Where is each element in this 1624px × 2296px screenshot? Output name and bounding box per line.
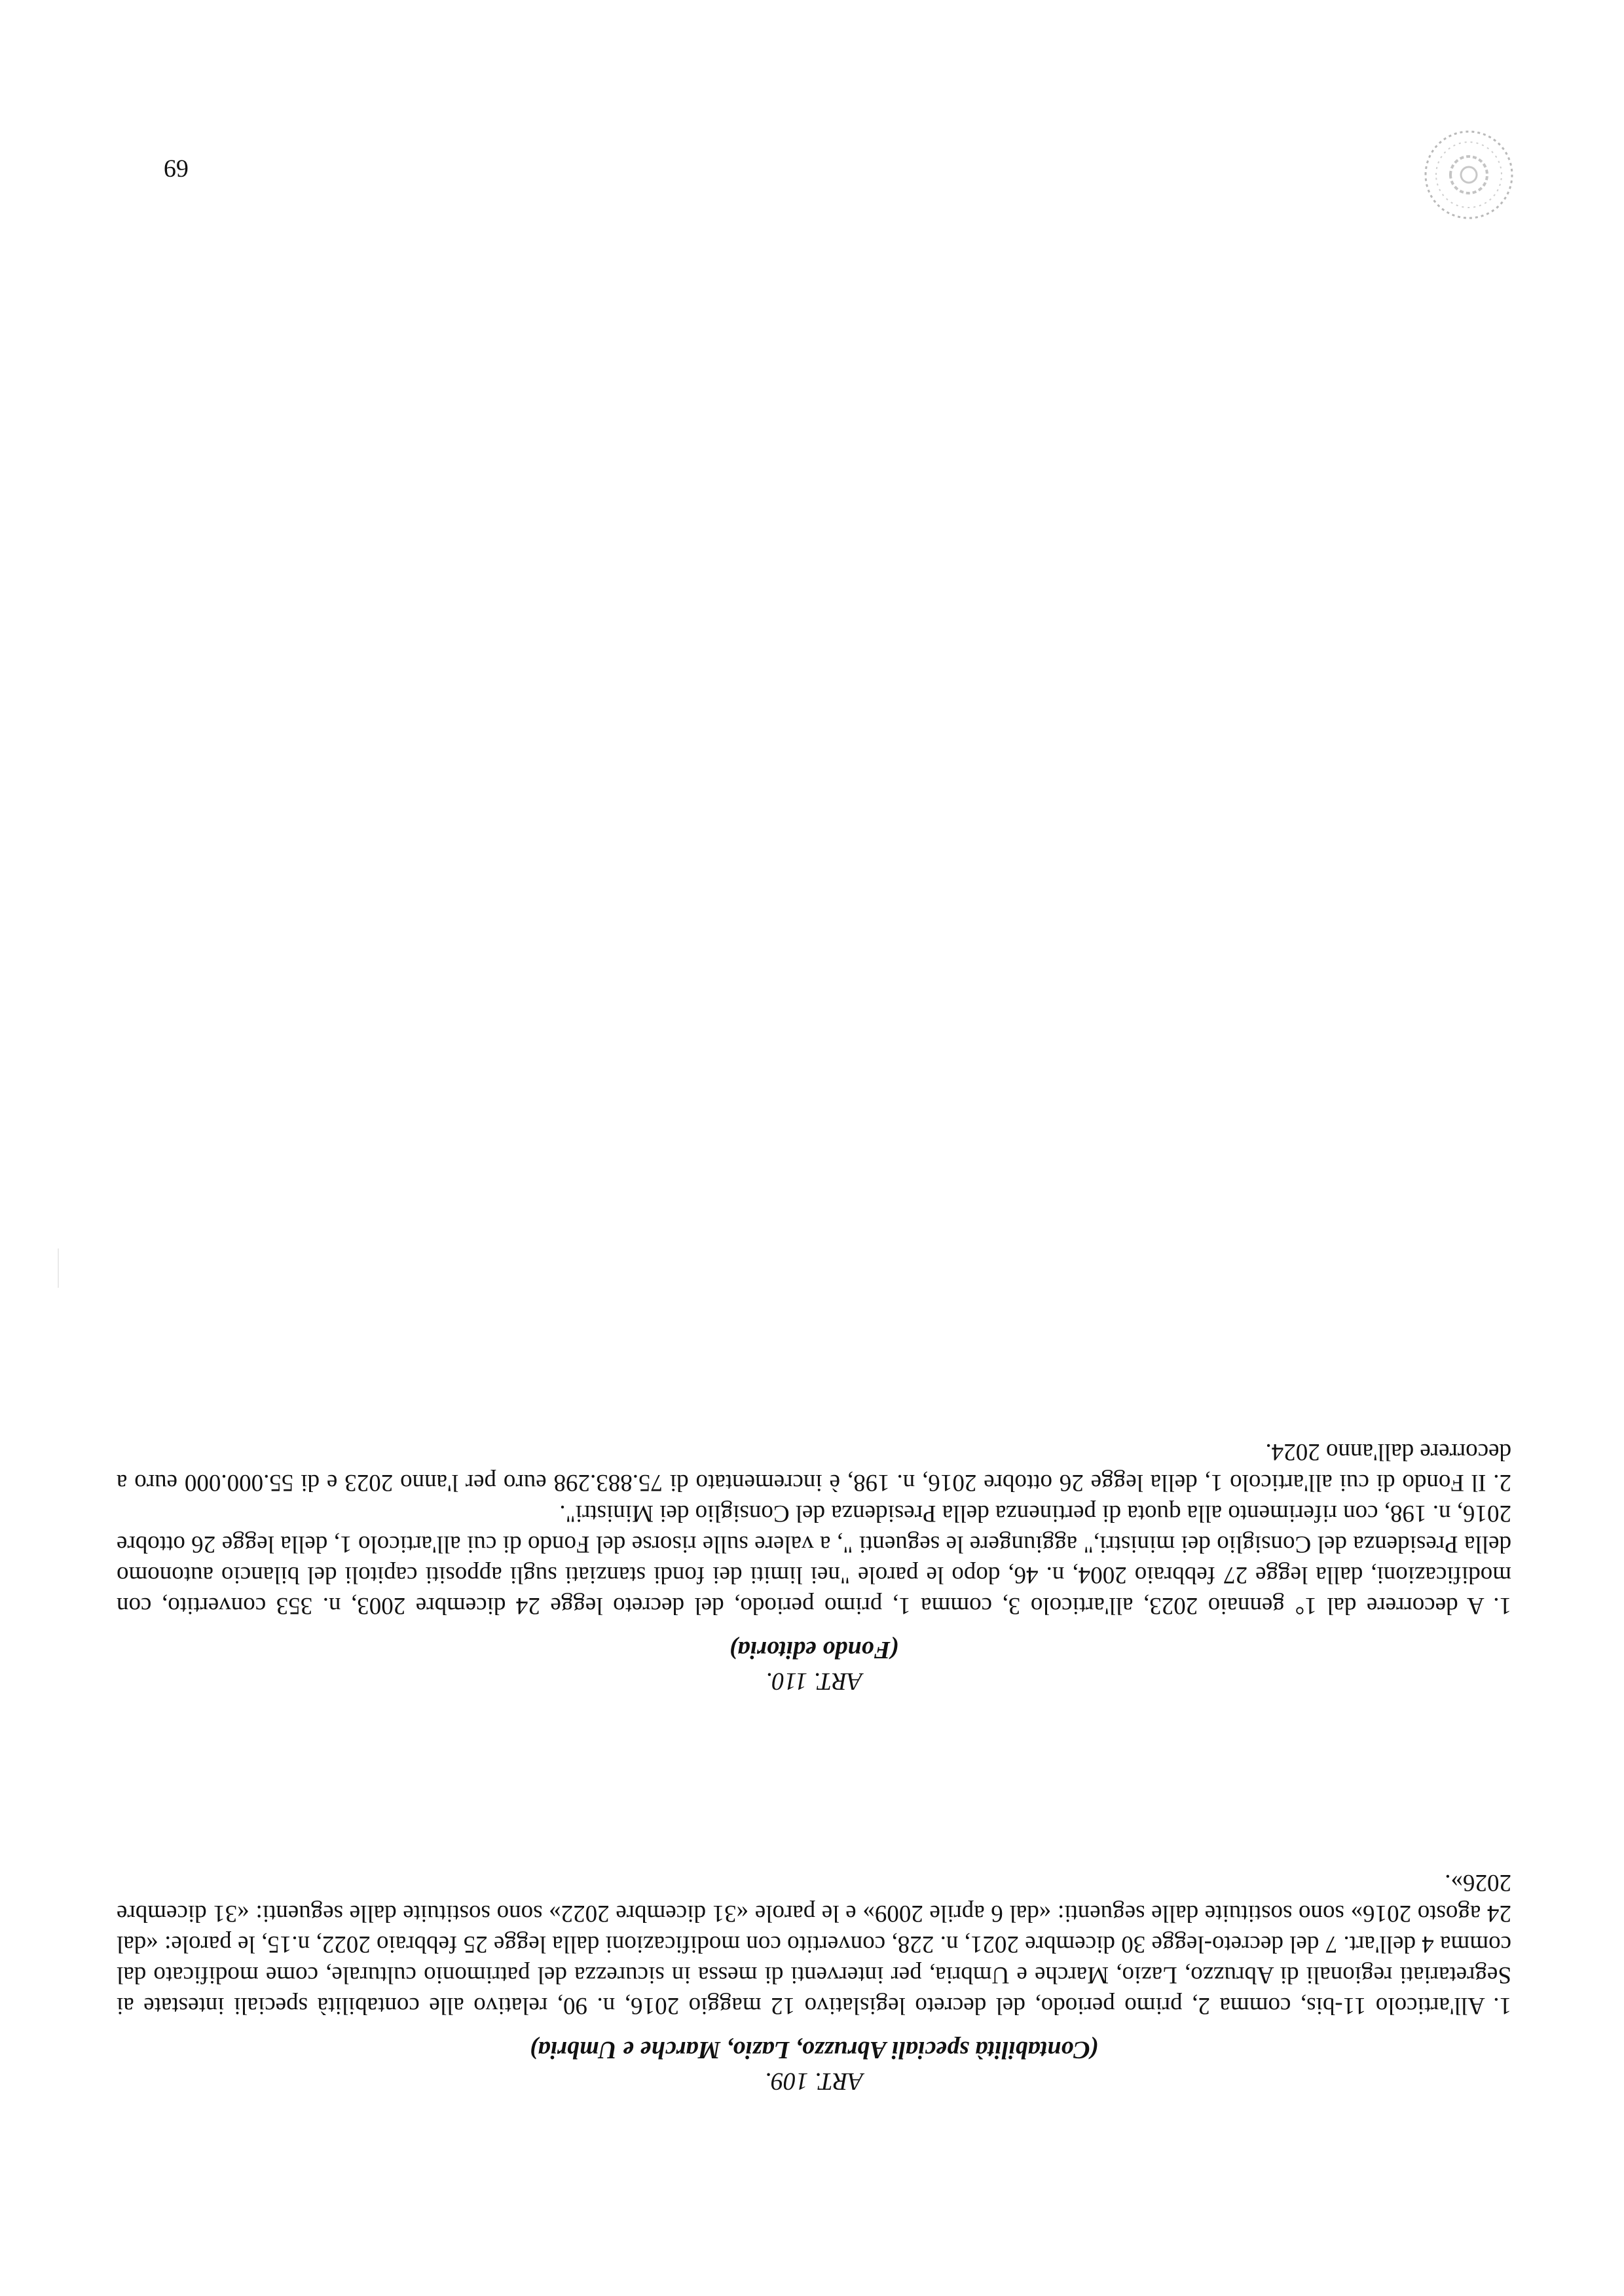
article-110 [117, 1436, 1511, 1697]
page-number: 69 [164, 155, 189, 182]
article-title: ART. 110. [766, 1667, 862, 1695]
article-paragraph: 2. Il Fondo di cui all'articolo 1, della legge 26 ottobre 2016, n. 198, è incrementato di 75.883.298 euro per l'anno 2023 e di 55.000.000 euro a decorrere dall'anno 2024. [117, 1438, 1511, 1496]
article-title: ART. 109. [764, 2068, 864, 2095]
article-paragraph: 1. All'articolo 11-bis, comma 2, primo periodo, del decreto legislativo 12 maggio 2016, n. 90, relativo alle contabilità speciali intestate ai Segretariati regionali di Abruzzo, Lazio, Marche e Umbria, per interventi di messa in sicurezza del patrimonio culturale, come modificato dal comma 4 dell'art. 7 del decreto-legge 30 dicembre 2021, n. 228, convertito con modificazioni dalla legge 25 febbraio 2022, n.15, le parole: «dal 24 agosto 2016» sono sostituite dalle seguenti: «dal 6 aprile 2009» e le parole «31 dicembre 2022» sono sostituite dalle seguenti: «31 dicembre 2026». [117, 1869, 1511, 2019]
article-subtitle: (Fondo editoria) [729, 1636, 899, 1664]
article-subtitle: (Contabilità speciali Abruzzo, Lazio, Marche e Umbria) [529, 2036, 1099, 2064]
article-paragraph: 1. A decorrere dal 1° gennaio 2023, all'articolo 3, comma 1, primo periodo, del decreto legge 24 dicembre 2003, n. 353 convertito, con modificazioni, dalla legge 27 febbraio 2004, n. 46, dopo le parole "nei limiti dei fondi stanziati sugli appositi capitoli del bilancio autonomo della Presidenza del Consiglio dei ministri," aggiungere le seguenti ", a valere sulle risorse del Fondo di cui all'articolo 1, della legge 26 ottobre 2016, n. 198, con riferimento alla quota di pertinenza della Presidenza del Consiglio dei Ministri". [117, 1500, 1511, 1619]
scan-mark [58, 1248, 59, 1288]
official-stamp-icon [1420, 126, 1518, 224]
article-109 [117, 1867, 1511, 2097]
